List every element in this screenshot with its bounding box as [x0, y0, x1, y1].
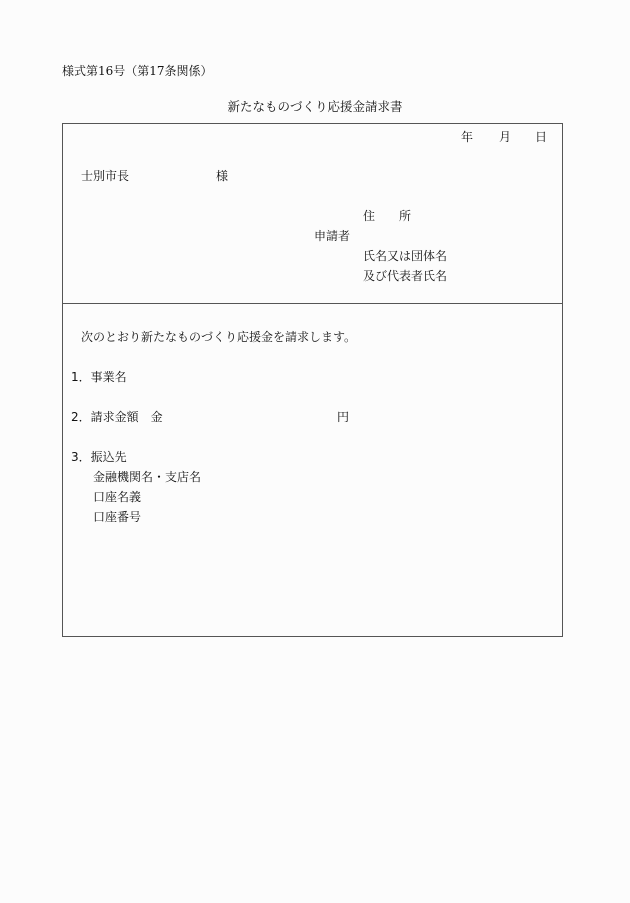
name-label-2: 及び代表者氏名 — [363, 269, 448, 283]
date-year-label: 年 — [461, 130, 474, 144]
intro-text: 次のとおり新たなものづくり応援金を請求します。 — [81, 330, 357, 344]
applicant-label: 申請者 — [314, 229, 351, 243]
date-month-label: 月 — [499, 130, 512, 144]
account-number-label: 口座番号 — [93, 510, 142, 524]
form-number: 様式第16号（第17条関係） — [62, 64, 213, 78]
honorific: 様 — [216, 169, 229, 183]
addressee: 士別市長 — [81, 169, 130, 183]
document-title: 新たなものづくり応援金請求書 — [227, 99, 403, 114]
item-request-amount: 2．請求金額 金 — [71, 410, 163, 424]
address-label: 住 所 — [363, 209, 412, 223]
yen-label: 円 — [337, 410, 350, 424]
item-transfer-destination: 3．振込先 — [71, 450, 127, 464]
account-name-label: 口座名義 — [93, 490, 142, 504]
section-divider — [63, 303, 562, 304]
form-box — [62, 123, 563, 637]
bank-name-label: 金融機関名・支店名 — [93, 470, 202, 484]
date-day-label: 日 — [535, 130, 548, 144]
name-label-1: 氏名又は団体名 — [363, 249, 448, 263]
item-project-name: 1．事業名 — [71, 370, 127, 384]
